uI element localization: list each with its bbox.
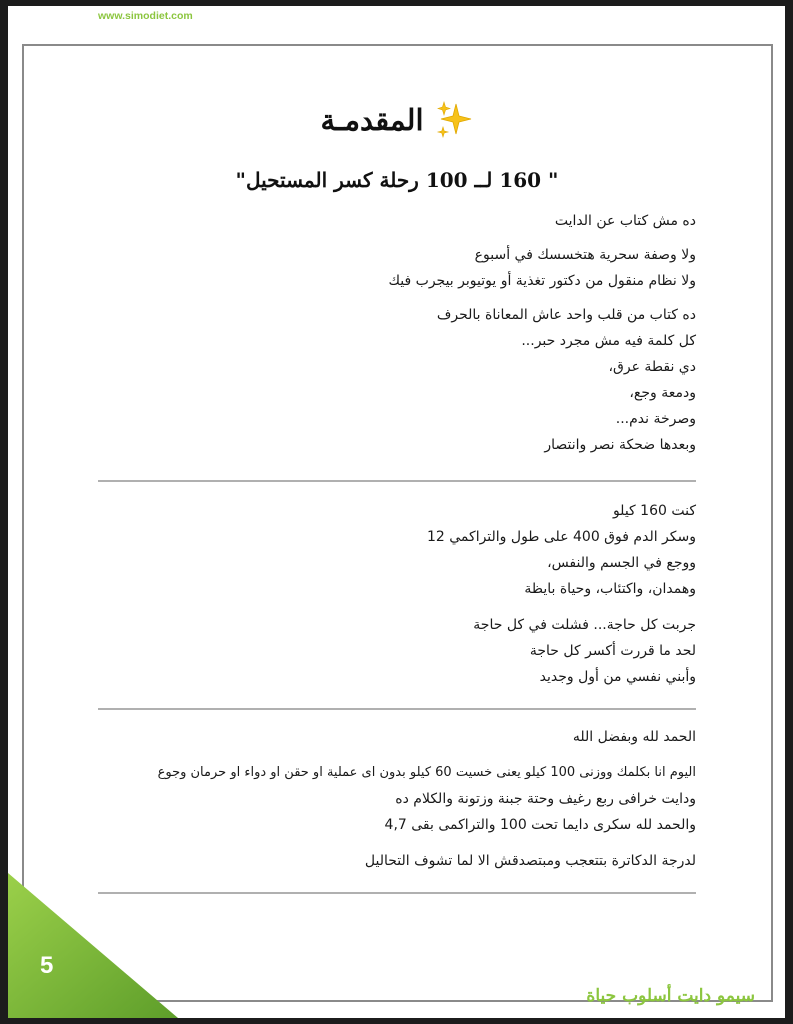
paragraph-line: ووجع في الجسم والنفس، — [547, 555, 696, 571]
document-page — [8, 6, 785, 1018]
title-row — [98, 98, 696, 142]
paragraph-line: وأبني نفسي من أول وجديد — [539, 669, 696, 685]
sparkles-icon — [434, 100, 474, 140]
paragraph-line: ودايت خرافى ربع رغيف وحتة جبنة وزتونة والكلام ده — [395, 791, 696, 807]
paragraph-line: لحد ما قررت أكسر كل حاجة — [529, 643, 696, 659]
chapter-subtitle: " 160 لــ 100 رحلة كسر المستحيل" — [235, 168, 559, 192]
section-story — [98, 498, 696, 690]
paragraph-line: كل كلمة فيه مش مجرد حبر... — [521, 333, 696, 349]
section-intro — [98, 208, 696, 458]
section-divider — [98, 892, 696, 894]
paragraph-line: جربت كل حاجة... فشلت في كل حاجة — [473, 617, 696, 633]
paragraph-line: اليوم انا بكلمك ووزنى 100 كيلو يعنى خسيت 60 كيلو بدون اى عملية او حقن او دواء او حرمان وجوع — [157, 765, 696, 780]
section-result — [98, 724, 696, 874]
site-url[interactable]: www.simodiet.com — [98, 10, 193, 22]
page-number: 5 — [40, 952, 54, 979]
paragraph-line: وبعدها ضحكة نصر وانتصار — [544, 437, 696, 453]
paragraph-line: ولا نظام منقول من دكتور تغذية أو يوتيوبر بيجرب فيك — [388, 273, 696, 289]
content-area — [98, 98, 696, 894]
page-title: المقدمـة — [320, 103, 424, 137]
paragraph-line: ودمعة وجع، — [629, 385, 696, 401]
paragraph-line: لدرجة الدكاترة بتتعجب ومبتصدقش الا لما تشوف التحاليل — [364, 853, 696, 869]
paragraph-line: ده مش كتاب عن الدايت — [554, 213, 696, 229]
paragraph-line: الحمد لله وبفضل الله — [572, 729, 696, 745]
paragraph-line: ده كتاب من قلب واحد عاش المعاناة بالحرف — [436, 307, 696, 323]
paragraph-line: وسكر الدم فوق 400 على طول والتراكمي 12 — [426, 529, 696, 545]
corner-triangle — [8, 873, 178, 1018]
paragraph-line: دي نقطة عرق، — [608, 359, 696, 375]
footer-slogan: سيمو دايت أسلوب حياة — [586, 986, 755, 1006]
paragraph-line: كنت 160 كيلو — [612, 503, 696, 519]
paragraph-line: وصرخة ندم... — [615, 411, 696, 427]
paragraph-line: والحمد لله سكرى دايما تحت 100 والتراكمى بقى 4,7 — [384, 817, 696, 833]
paragraph-line: وهمدان، واكتئاب، وحياة بايظة — [524, 581, 696, 597]
paragraph-line: ولا وصفة سحرية هتخسسك في أسبوع — [474, 247, 696, 263]
